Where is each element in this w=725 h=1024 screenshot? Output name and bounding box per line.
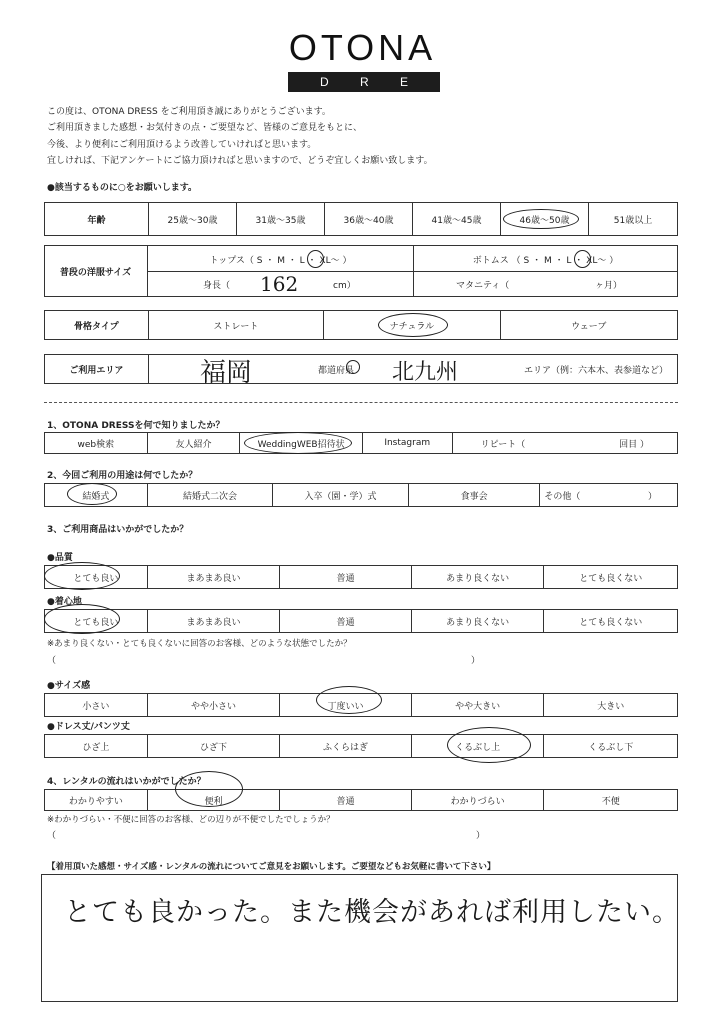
q1-option[interactable]: 友人紹介	[148, 433, 241, 453]
length-option[interactable]: ふくらはぎ	[280, 735, 412, 757]
selection-circle	[447, 727, 531, 763]
q4-option[interactable]: わかりづらい	[412, 790, 545, 810]
age-option[interactable]: 36歳～40歳	[325, 203, 413, 235]
intro-line: 今後、より便利にご利用頂けるよう改善していければと思います。	[47, 139, 317, 150]
maternity-unit: ヶ月）	[595, 281, 623, 291]
comfort-label: ●着心地	[47, 597, 82, 607]
selection-circle	[503, 209, 579, 229]
selection-circle	[244, 432, 352, 454]
age-row	[44, 202, 678, 236]
intro-line: 宜しければ、下記アンケートにご協力頂ければと思いますので、どうぞ宜しくお願い致します。	[47, 156, 433, 167]
quality-option[interactable]: あまり良くない	[412, 566, 545, 588]
q2-other-close: ）	[647, 491, 657, 502]
height-unit: cm）	[333, 281, 356, 291]
intro-text	[47, 104, 647, 170]
q4-options	[44, 789, 678, 811]
q2-option[interactable]: 食事会	[409, 484, 541, 506]
length-option[interactable]: ひざ下	[148, 735, 281, 757]
q4-option[interactable]: わかりやすい	[45, 790, 148, 810]
tops-size[interactable]: トップス（ S ・ M ・ L ・ XL～ ）	[209, 255, 352, 266]
q3-heading: 3、ご利用商品はいかがでしたか？	[47, 525, 189, 535]
q1-option[interactable]: WeddingWEB招待状	[240, 433, 363, 453]
quality-option[interactable]: とても良くない	[579, 573, 643, 584]
q4-option[interactable]: 普通	[280, 790, 412, 810]
city-value[interactable]: 北九州	[392, 360, 459, 385]
frame-option[interactable]: ナチュラル	[324, 311, 500, 339]
prefecture-value[interactable]: 福岡	[200, 358, 253, 388]
area-example-label: エリア（例：六本木、表参道など）	[524, 366, 669, 376]
q4-note: ※わかりづらい・不便に回答のお客様、どの辺りが不便でしたでしょうか？	[47, 815, 335, 825]
q1-option[interactable]: web検索	[45, 433, 148, 453]
q1-repeat-unit: 回目 ）	[619, 439, 649, 450]
q3-paren-open: （	[47, 656, 57, 666]
q1-options	[44, 432, 678, 454]
selection-circle	[378, 313, 448, 337]
q2-other-label: その他（	[544, 491, 581, 502]
q1-repeat-field[interactable]	[453, 433, 677, 453]
q4-paren-open: （	[47, 831, 57, 841]
fit-option[interactable]: 大きい	[597, 701, 625, 712]
fit-option[interactable]: やや大きい	[412, 694, 545, 716]
fit-option[interactable]: 丁度いい	[280, 694, 412, 716]
q4-option[interactable]: 便利	[148, 790, 281, 810]
q4-heading: 4、レンタルの流れはいかがでしたか？	[47, 777, 206, 787]
selection-circle	[175, 771, 243, 807]
selection-circle	[44, 562, 120, 590]
comments-text[interactable]: とても良かった。また機会があれば利用したい。	[64, 897, 680, 928]
length-options	[44, 734, 678, 758]
quality-option[interactable]: 普通	[280, 566, 412, 588]
age-option[interactable]: 41歳～45歳	[413, 203, 501, 235]
height-value[interactable]: 162	[260, 272, 299, 296]
brand-logo: OTONA	[288, 27, 437, 68]
age-option[interactable]: 46歳～50歳	[501, 203, 589, 235]
intro-line: この度は、OTONA DRESS をご利用頂き誠にありがとうございます。	[47, 107, 331, 117]
fit-option[interactable]: 小さい	[45, 694, 148, 716]
comfort-option[interactable]: 普通	[280, 610, 412, 632]
comments-heading: 【着用頂いた感想・サイズ感・レンタルの流れについてご意見をお願いします。ご要望などもお気軽に書いて下さい】	[47, 862, 496, 872]
section-heading: ●該当するものに○をお願いします。	[47, 183, 197, 193]
brand-logo-sub: D R E S S	[288, 72, 440, 92]
quality-label: ●品質	[47, 553, 73, 563]
length-option[interactable]: ひざ上	[45, 735, 148, 757]
q3-paren-close: ）	[471, 656, 481, 666]
frame-row	[44, 310, 678, 340]
frame-option[interactable]: ストレート	[149, 311, 324, 339]
quality-options	[44, 565, 678, 589]
length-label: ●ドレス丈/パンツ丈	[47, 722, 130, 732]
length-option[interactable]: くるぶし上	[412, 735, 545, 757]
age-option[interactable]: 31歳～35歳	[237, 203, 325, 235]
frame-option[interactable]: ウェーブ	[571, 321, 607, 332]
q2-other-field[interactable]	[540, 484, 677, 506]
selection-circle	[346, 360, 360, 374]
intro-line: ご利用頂きました感想・お気付きの点・ご要望など、皆様のご意見をもとに、	[47, 123, 363, 134]
size-label: 普段の洋服サイズ	[44, 245, 148, 297]
q2-option[interactable]: 結婚式二次会	[148, 484, 274, 506]
q4-paren-close: ）	[476, 831, 486, 841]
q2-option[interactable]: 入卒（園・学）式	[273, 484, 409, 506]
area-label: ご利用エリア	[45, 355, 149, 383]
selection-circle	[67, 483, 117, 505]
age-label: 年齢	[45, 203, 149, 235]
comfort-option[interactable]: とても良い	[45, 610, 148, 632]
selection-circle	[316, 686, 382, 714]
q2-option[interactable]: 結婚式	[45, 484, 148, 506]
age-option[interactable]: 51歳以上	[613, 215, 653, 226]
selection-circle	[44, 604, 120, 634]
divider	[44, 402, 678, 403]
fit-label: ●サイズ感	[47, 681, 91, 691]
q1-heading: 1、OTONA DRESSを何で知りましたか？	[47, 421, 225, 431]
quality-option[interactable]: とても良い	[45, 566, 148, 588]
quality-option[interactable]: まあまあ良い	[148, 566, 281, 588]
selection-circle	[307, 250, 324, 268]
q3-note: ※あまり良くない・とても良くないに回答のお客様、どのような状態でしたか？	[47, 639, 352, 649]
length-option[interactable]: くるぶし下	[588, 742, 634, 753]
q2-heading: 2、今回ご利用の用途は何でしたか？	[47, 471, 198, 481]
comfort-option[interactable]: あまり良くない	[412, 610, 545, 632]
height-label: 身長（	[203, 281, 231, 291]
prefecture-label: 都道府県	[318, 366, 355, 376]
selection-circle	[574, 250, 591, 268]
age-option[interactable]: 25歳～30歳	[149, 203, 237, 235]
bottoms-size[interactable]: ボトムス （ S ・ M ・ L ・ XL～ ）	[472, 255, 619, 266]
q2-options	[44, 483, 678, 507]
comfort-option[interactable]: とても良くない	[579, 617, 643, 628]
q1-option[interactable]: Instagram	[363, 433, 453, 453]
q1-repeat-label: リピート（	[480, 439, 526, 450]
comfort-options	[44, 609, 678, 633]
maternity-label: マタニティ（	[456, 281, 510, 291]
comfort-option[interactable]: まあまあ良い	[148, 610, 281, 632]
fit-option[interactable]: やや小さい	[148, 694, 281, 716]
frame-label: 骨格タイプ	[45, 311, 149, 339]
q4-option[interactable]: 不便	[601, 796, 620, 807]
